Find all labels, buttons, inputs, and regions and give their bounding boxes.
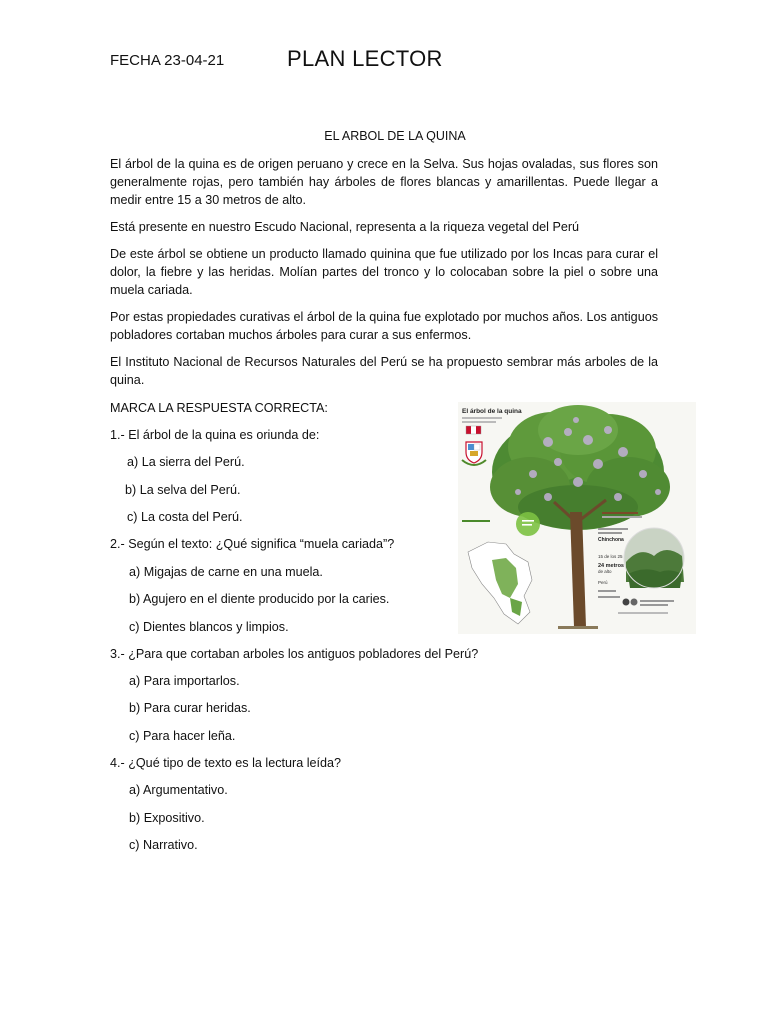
paragraph-origin: El árbol de la quina es de origen peruano y crece en la Selva. Sus hojas ovaladas, sus flores son generalmente rojas, pero también hay árboles de flores blancas y amarillentas. Puede llegar a medir entre 15 a 30 metros de alto. (110, 157, 658, 207)
info-country: Perú (598, 580, 608, 585)
question-1-option-b[interactable]: b) La selva del Perú. (125, 483, 241, 497)
info-height-range: 15 de los 25 (598, 554, 623, 559)
info-height-value: 24 metros (598, 563, 624, 569)
info-caption-line (602, 516, 642, 518)
question-3-option-b[interactable]: b) Para curar heridas. (129, 701, 251, 715)
question-2: 2.- Según el texto: ¿Qué significa “muela cariada”? (110, 537, 395, 551)
info-place: Chinchona (598, 537, 624, 543)
question-2-option-c[interactable]: c) Dientes blancos y limpios. (129, 620, 289, 634)
infographic-title: El árbol de la quina (462, 408, 522, 415)
question-1-option-c[interactable]: c) La costa del Perú. (127, 510, 243, 524)
question-3: 3.- ¿Para que cortaban arboles los antiguos pobladores del Perú? (110, 647, 479, 661)
forest-photo (624, 528, 684, 588)
info-height-unit: de alto (598, 569, 612, 574)
peru-coat-of-arms-icon (462, 442, 486, 465)
paragraph-instituto: El Instituto Nacional de Recursos Naturales del Perú se ha propuesto sembrar más arboles de la quina. (110, 355, 658, 387)
infographic-caption-line (462, 417, 502, 419)
date-label: FECHA 23-04-21 (110, 52, 225, 69)
quina-tree-infographic (458, 402, 696, 634)
question-4-option-b[interactable]: b) Expositivo. (129, 811, 205, 825)
question-3-option-a[interactable]: a) Para importarlos. (129, 674, 240, 688)
peru-flag-icon (466, 426, 481, 434)
question-3-option-c[interactable]: c) Para hacer leña. (129, 729, 236, 743)
paragraph-explotado: Por estas propiedades curativas el árbol de la quina fue explotado por muchos años. Los antiguos pobladores cortaban muchos árboles para curar a sus enfermos. (110, 310, 658, 342)
question-2-option-a[interactable]: a) Migajas de carne en una muela. (129, 565, 323, 579)
question-4-option-c[interactable]: c) Narrativo. (129, 838, 198, 852)
question-4: 4.- ¿Qué tipo de texto es la lectura leída? (110, 756, 342, 770)
reading-title: EL ARBOL DE LA QUINA (324, 129, 466, 143)
paragraph-quinina: De este árbol se obtiene un producto llamado quinina que fue utilizado por los Incas para curar el dolor, la fiebre y las heridas. Molían partes del tronco y lo colocaban sobre la piel o sobre una muela cariada. (110, 247, 658, 297)
question-2-option-b[interactable]: b) Agujero en el diente producido por la caries. (129, 592, 390, 606)
question-1-option-a[interactable]: a) La sierra del Perú. (127, 455, 245, 469)
infographic-caption-line (462, 421, 496, 423)
question-1: 1.- El árbol de la quina es oriunda de: (110, 428, 320, 442)
question-4-option-a[interactable]: a) Argumentativo. (129, 783, 228, 797)
paragraph-escudo: Está presente en nuestro Escudo Nacional, representa a la riqueza vegetal del Perú (110, 220, 580, 234)
info-caption-line (602, 512, 638, 514)
quiz-instruction: MARCA LA RESPUESTA CORRECTA: (110, 401, 328, 415)
page-title: PLAN LECTOR (287, 46, 443, 71)
infographic-svg (458, 402, 696, 634)
map-caption-line (462, 520, 490, 522)
